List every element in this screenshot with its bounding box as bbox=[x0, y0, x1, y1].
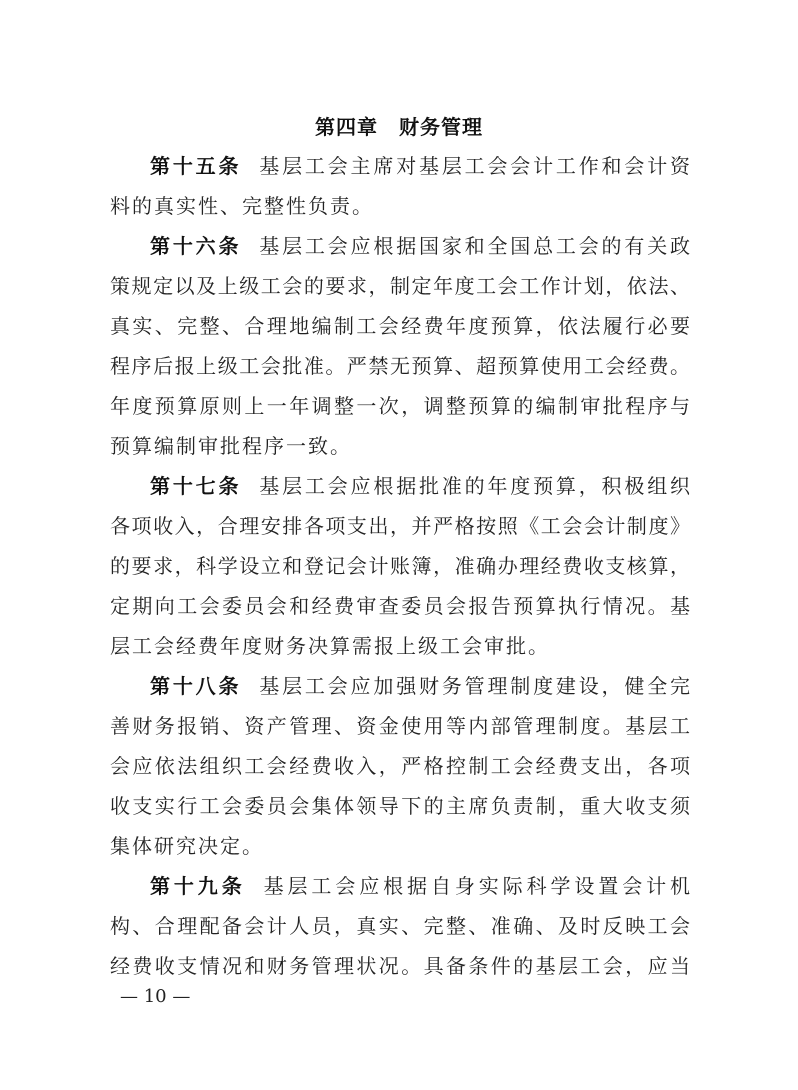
article-text: 集体研究决定。 bbox=[110, 834, 264, 858]
article-label: 第十八条 bbox=[150, 674, 242, 698]
text-line bbox=[110, 906, 690, 946]
text-line bbox=[110, 266, 690, 306]
article-paragraph bbox=[110, 866, 690, 986]
article-text: 收支实行工会委员会集体领导下的主席负责制，重大收支须 bbox=[110, 794, 690, 818]
text-line bbox=[110, 546, 690, 586]
article-label: 第十六条 bbox=[150, 234, 242, 258]
text-line bbox=[110, 306, 690, 346]
article-text: 基层工会应根据批准的年度预算，积极组织 bbox=[259, 474, 691, 498]
article-text: 层工会经费年度财务决算需报上级工会审批。 bbox=[110, 634, 550, 658]
text-line bbox=[110, 466, 690, 506]
text-line bbox=[110, 426, 690, 466]
article-text: 基层工会应根据自身实际科学设置会计机 bbox=[263, 874, 691, 898]
text-line bbox=[110, 386, 690, 426]
article-text: 程序后报上级工会批准。严禁无预算、超预算使用工会经费。 bbox=[110, 354, 690, 378]
article-text: 基层工会应加强财务管理制度建设，健全完 bbox=[259, 674, 691, 698]
text-line bbox=[110, 506, 690, 546]
text-line bbox=[110, 586, 690, 626]
article-text: 真实、完整、合理地编制工会经费年度预算，依法履行必要 bbox=[110, 314, 690, 338]
article-label: 第十七条 bbox=[150, 474, 242, 498]
page-number: — 10 — bbox=[120, 986, 191, 1007]
text-line bbox=[110, 666, 690, 706]
article-text: 会应依法组织工会经费收入，严格控制工会经费支出，各项 bbox=[110, 754, 690, 778]
text-line bbox=[110, 946, 690, 986]
article-text: 策规定以及上级工会的要求，制定年度工会工作计划，依法、 bbox=[110, 274, 690, 298]
article-text: 经费收支情况和财务管理状况。具备条件的基层工会，应当 bbox=[110, 954, 690, 978]
article-text: 料的真实性、完整性负责。 bbox=[110, 194, 374, 218]
text-line bbox=[110, 706, 690, 746]
article-text: 构、合理配备会计人员，真实、完整、准确、及时反映工会 bbox=[110, 914, 690, 938]
chapter-title: 第四章 财务管理 bbox=[315, 115, 483, 139]
text-line bbox=[110, 146, 690, 186]
text-line bbox=[110, 746, 690, 786]
article-label: 第十九条 bbox=[150, 874, 246, 898]
article-paragraph bbox=[110, 226, 690, 466]
text-line bbox=[110, 186, 690, 226]
text-line bbox=[110, 786, 690, 826]
article-text: 各项收入，合理安排各项支出，并严格按照《工会会计制度》 bbox=[110, 514, 690, 538]
article-text: 基层工会应根据国家和全国总工会的有关政 bbox=[259, 234, 691, 258]
text-line bbox=[110, 346, 690, 386]
document-body bbox=[110, 146, 690, 986]
article-text: 的要求，科学设立和登记会计账簿，准确办理经费收支核算， bbox=[110, 554, 690, 578]
article-label: 第十五条 bbox=[150, 154, 242, 178]
article-text: 预算编制审批程序一致。 bbox=[110, 434, 352, 458]
article-paragraph bbox=[110, 666, 690, 866]
text-line bbox=[110, 826, 690, 866]
article-paragraph bbox=[110, 146, 690, 226]
text-line bbox=[110, 866, 690, 906]
article-text: 年度预算原则上一年调整一次，调整预算的编制审批程序与 bbox=[110, 394, 690, 418]
text-line bbox=[110, 626, 690, 666]
text-line bbox=[110, 226, 690, 266]
article-text: 基层工会主席对基层工会会计工作和会计资 bbox=[259, 154, 691, 178]
article-paragraph bbox=[110, 466, 690, 666]
article-text: 善财务报销、资产管理、资金使用等内部管理制度。基层工 bbox=[110, 714, 690, 738]
article-text: 定期向工会委员会和经费审查委员会报告预算执行情况。基 bbox=[110, 594, 690, 618]
